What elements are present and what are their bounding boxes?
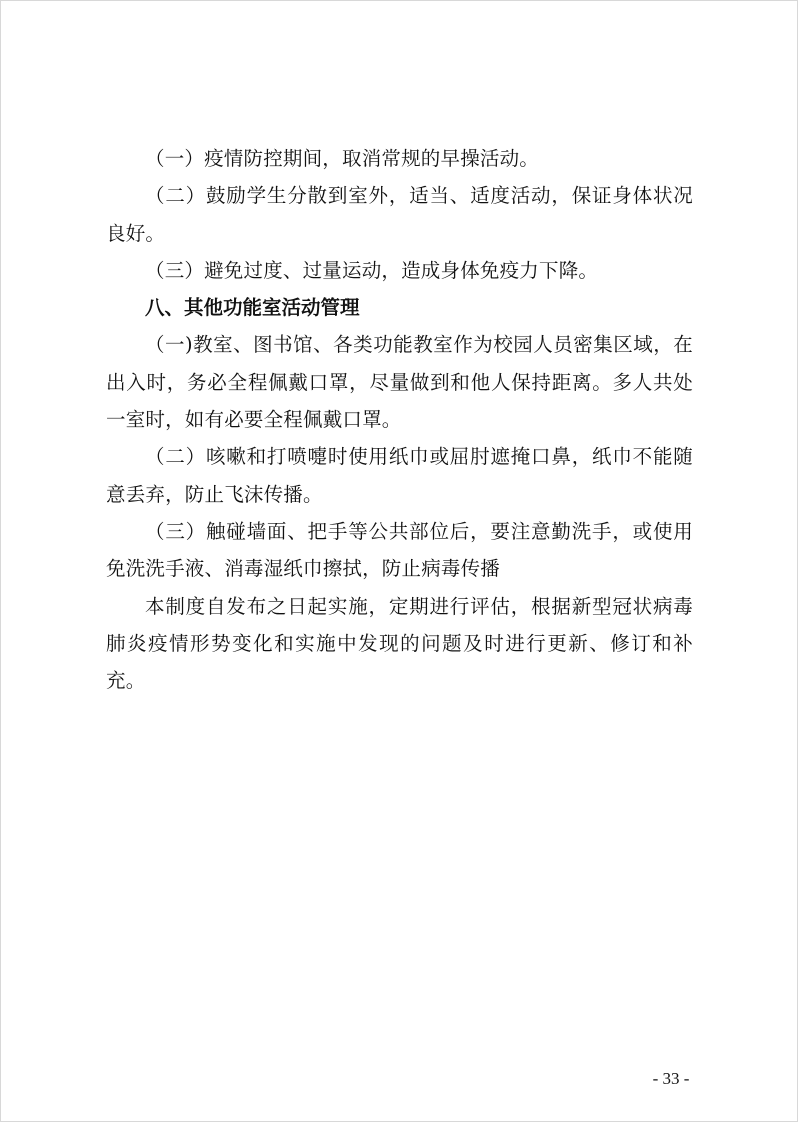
section-heading-functional-rooms: 八、其他功能室活动管理 [145, 296, 360, 320]
paragraph-effective-date: 本制度自发布之日起实施，定期进行评估，根据新型冠状病毒肺炎疫情形势变化和实施中发现的问题及时进行更新、修订和补充。 [106, 594, 693, 693]
document-body [106, 140, 693, 699]
paragraph-classroom-masks: （一)教室、图书馆、各类功能教室作为校园人员密集区域，在出入时，务必全程佩戴口罩，尽量做到和他人保持距离。多人共处一室时，如有必要全程佩戴口罩。 [106, 333, 693, 432]
page-number: - 33 - [652, 1069, 690, 1088]
paragraph-avoid-overexercise: （三）避免过度、过量运动，造成身体免疫力下降。 [145, 258, 599, 282]
paragraph-cancel-morning-exercise: （一）疫情防控期间，取消常规的早操活动。 [145, 147, 540, 170]
paragraph-outdoor-activity: （二）鼓励学生分散到室外，适当、适度活动，保证身体状况良好。 [106, 184, 693, 245]
paragraph-cough-etiquette: （二）咳嗽和打喷嚏时使用纸巾或屈肘遮掩口鼻，纸巾不能随意丢弃，防止飞沫传播。 [106, 445, 693, 506]
paragraph-hand-washing: （三）触碰墙面、把手等公共部位后，要注意勤洗手，或使用免洗洗手液、消毒湿纸巾擦拭，防止病毒传播 [106, 519, 693, 581]
